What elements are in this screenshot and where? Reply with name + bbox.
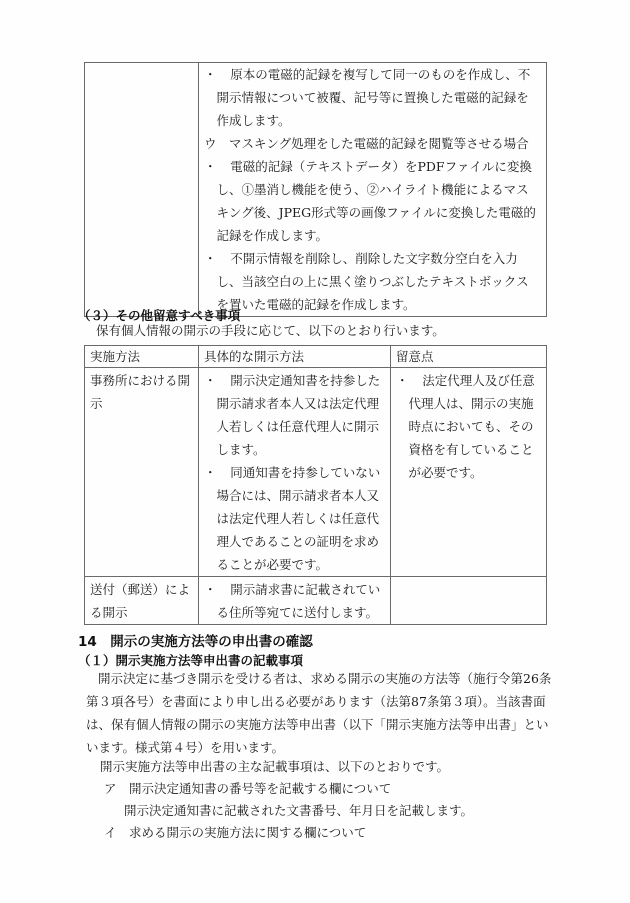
table-row [85, 368, 547, 577]
table-cell-methods [199, 63, 547, 317]
header-details: 具体的な開示方法 [199, 346, 391, 368]
subheading-u: ウ マスキング処理をした電磁的記録を閲覧等させる場合 [204, 136, 529, 151]
list-item: ・ 電磁的記録（テキストデータ）をPDFファイルに変換し、①墨消し機能を使う、②ハイライト機能によるマスキング後、JPEG形式等の画像ファイルに変換した電磁的記録を作成します。 [204, 155, 540, 247]
bullet-icon: ・ [396, 373, 409, 388]
header-method: 実施方法 [85, 346, 199, 368]
cell-notes-empty [391, 577, 547, 625]
list-item: ・ 同通知書を持参していない場合には、開示請求者本人又は法定代理人若しくは任意代理人であることの証明を求めることが必要です。 [204, 461, 384, 576]
cell-method: 事務所における開示 [85, 368, 199, 577]
masking-methods-table [84, 62, 547, 317]
list-item: ・ 不開示情報を削除し、削除した文字数分空白を入力し、当該空白の上に黒く塗りつぶしたテキストボックスを置いた電磁的記録を作成します。 [204, 247, 540, 316]
cell-notes [391, 368, 547, 577]
paragraph: 開示決定に基づき開示を受ける者は、求める開示の実施の方法等（施行令第26条第３項各号）を書面により申し出る必要があります（法第87条第３項）。当該書面は、保有個人情報の開示の実施方法等申出書（以下「開示実施方法等申出書」といいます。様式第４号）を用います。 [86, 671, 552, 755]
cell-details [199, 577, 391, 625]
list-item-i-label: イ 求める開示の実施方法に関する欄について [104, 825, 367, 840]
section-intro: 保有個人情報の開示の手段に応じて、以下のとおり行います。 [96, 323, 445, 338]
cell-method: 送付（郵送）による開示 [85, 577, 199, 625]
paragraph: 開示実施方法等申出書の主な記載事項は、以下のとおりです。 [100, 759, 450, 774]
bullet-icon: ・ [204, 159, 217, 174]
list-item: ・ 原本の電磁的記録を複写して同一のものを作成し、不開示情報について被覆、記号等に置換した電磁的記録を作成します。 [204, 63, 540, 132]
table-cell-blank [85, 63, 199, 317]
header-notes: 留意点 [391, 346, 547, 368]
table-row [85, 63, 547, 317]
table-row [85, 577, 547, 625]
section-heading-14: 14 開示の実施方法等の申出書の確認 [78, 634, 313, 650]
disclosure-method-table [84, 345, 547, 625]
list-item-a-text: 開示決定通知書に記載された文書番号、年月日を記載します。 [124, 803, 474, 818]
list-item: ・ 開示決定通知書を持参した開示請求者本人又は法定代理人若しくは任意代理人に開示します。 [204, 369, 384, 461]
section-heading-3: （３）その他留意すべき事項 [78, 308, 241, 323]
bullet-icon: ・ [204, 465, 217, 480]
bullet-icon: ・ [204, 373, 217, 388]
cell-details [199, 368, 391, 577]
bullet-icon: ・ [204, 251, 217, 266]
bullet-icon: ・ [204, 582, 217, 597]
bullet-icon: ・ [204, 67, 217, 82]
list-item: ・ 開示請求書に記載されている住所等宛てに送付します。 [204, 578, 384, 624]
subsection-heading-1: （１）開示実施方法等申出書の記載事項 [78, 653, 304, 668]
table-header-row [85, 346, 547, 368]
list-item: ・ 法定代理人及び任意代理人は、開示の実施時点においても、その資格を有していることが必要です。 [396, 369, 540, 484]
list-item-a-label: ア 開示決定通知書の番号等を記載する欄について [104, 781, 392, 796]
